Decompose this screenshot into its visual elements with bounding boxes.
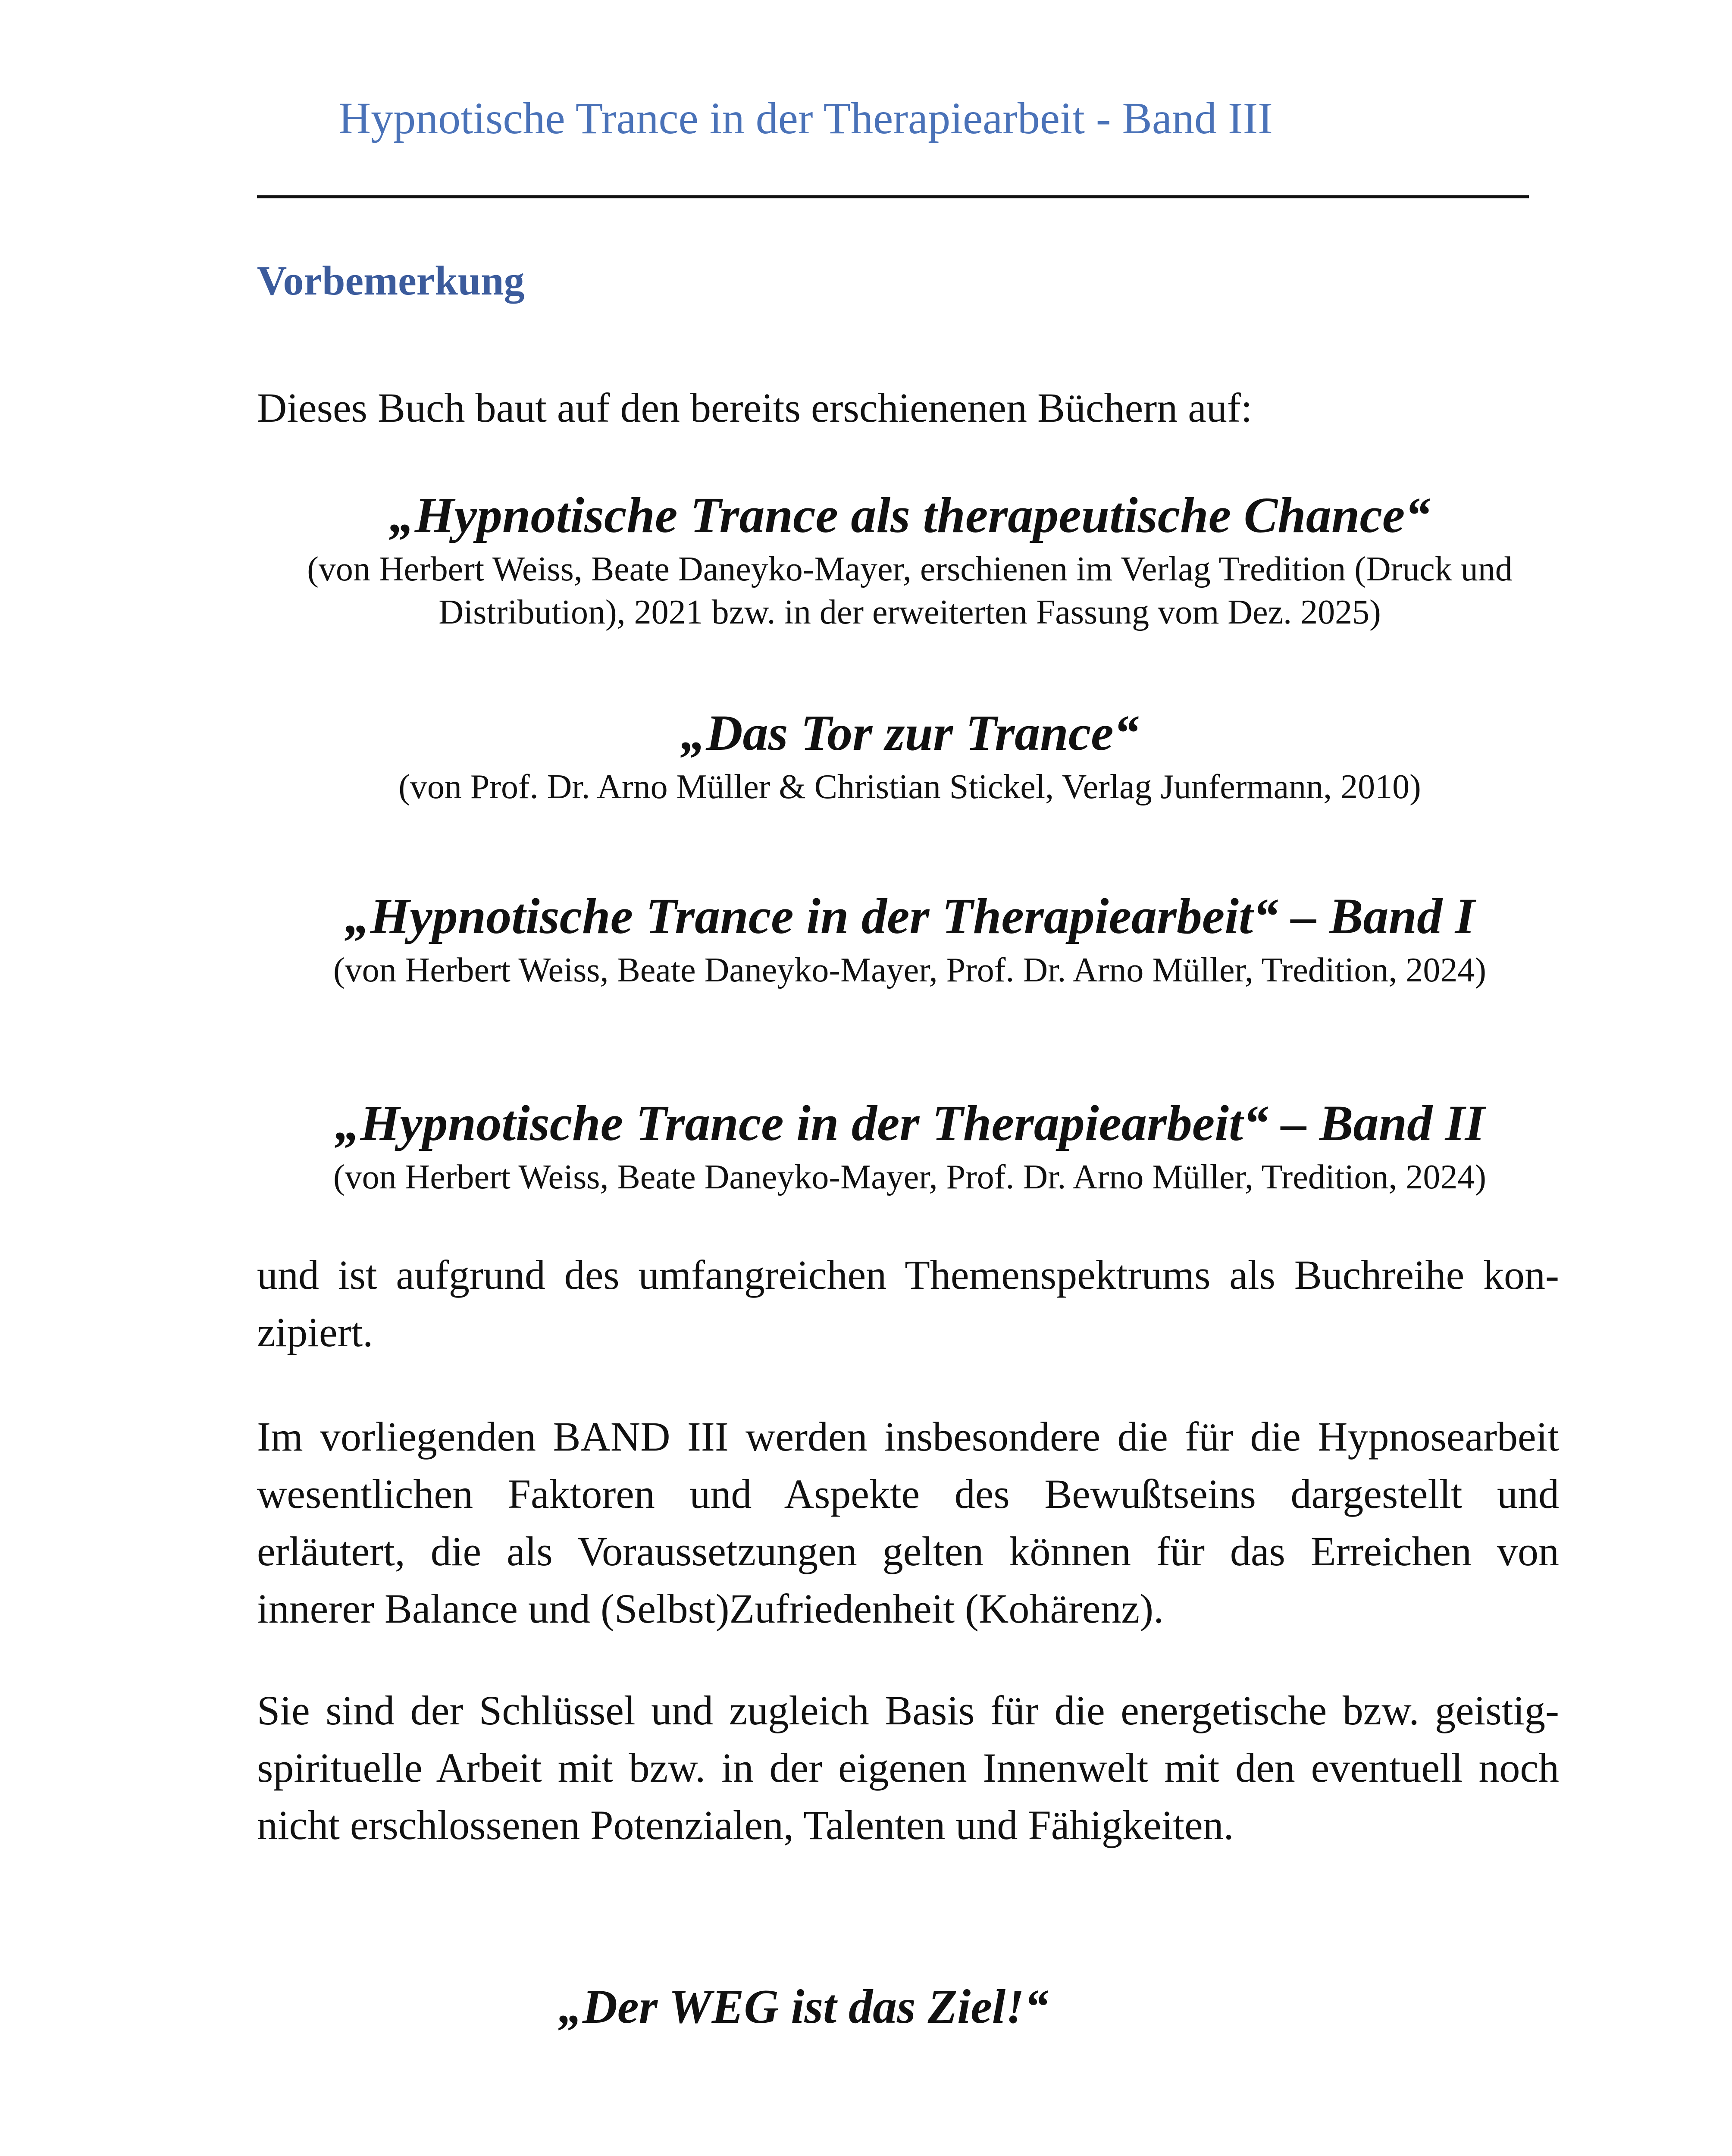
motto-quote: „Der WEG ist das Ziel!“ [558,1980,1049,2034]
paragraph-line: und ist aufgrund des umfangreichen Themenspektrums als Buchreihe kon- [257,1252,1559,1298]
book-entry-1 [241,483,1578,634]
book-entry-4 [241,1091,1578,1199]
header-divider [257,195,1529,198]
body-paragraph-1 [257,1246,1559,1361]
paragraph-line: Im vorliegenden BAND III werden insbesondere die für die Hypnosearbeit [257,1413,1559,1460]
book-meta: (von Herbert Weiss, Beate Daneyko-Mayer, Prof. Dr. Arno Müller, Tredition, 2024) [333,951,1487,989]
book-title: „Das Tor zur Trance“ [680,705,1139,761]
book-title: „Hypnotische Trance in der Therapiearbeit“ – Band II [335,1095,1485,1151]
book-title: „Hypnotische Trance in der Therapiearbeit“ – Band I [345,888,1475,944]
book-entry-3 [241,884,1578,992]
paragraph-line: innerer Balance und (Selbst)Zufriedenheit (Kohärenz). [257,1586,1164,1632]
intro-sentence: Dieses Buch baut auf den bereits erschienenen Büchern auf: [257,385,1253,431]
running-header: Hypnotische Trance in der Therapiearbeit - Band III [338,94,1273,143]
body-paragraph-2 [257,1408,1559,1637]
paragraph-line: spirituelle Arbeit mit bzw. in der eigenen Innenwelt mit den eventuell noch [257,1745,1559,1791]
book-title: „Hypnotische Trance als therapeutische Chance“ [389,487,1431,543]
book-meta: (von Herbert Weiss, Beate Daneyko-Mayer, erschienen im Verlag Tredition (Druck und [307,550,1513,588]
book-meta: (von Prof. Dr. Arno Müller & Christian Stickel, Verlag Junfermann, 2010) [398,768,1421,806]
paragraph-line: wesentlichen Faktoren und Aspekte des Bewußtseins dargestellt und [257,1471,1559,1517]
paragraph-line: zipiert. [257,1309,373,1355]
section-heading: Vorbemerkung [257,257,525,304]
book-meta: (von Herbert Weiss, Beate Daneyko-Mayer, Prof. Dr. Arno Müller, Tredition, 2024) [333,1158,1487,1196]
paragraph-line: Sie sind der Schlüssel und zugleich Basis für die energetische bzw. geistig- [257,1687,1559,1733]
book-meta: Distribution), 2021 bzw. in der erweiterten Fassung vom Dez. 2025) [438,593,1381,631]
paragraph-line: erläutert, die als Voraussetzungen gelten können für das Erreichen von [257,1528,1559,1574]
body-paragraph-3 [257,1682,1559,1854]
paragraph-line: nicht erschlossenen Potenzialen, Talenten und Fähigkeiten. [257,1802,1234,1848]
book-entry-2 [241,701,1578,808]
